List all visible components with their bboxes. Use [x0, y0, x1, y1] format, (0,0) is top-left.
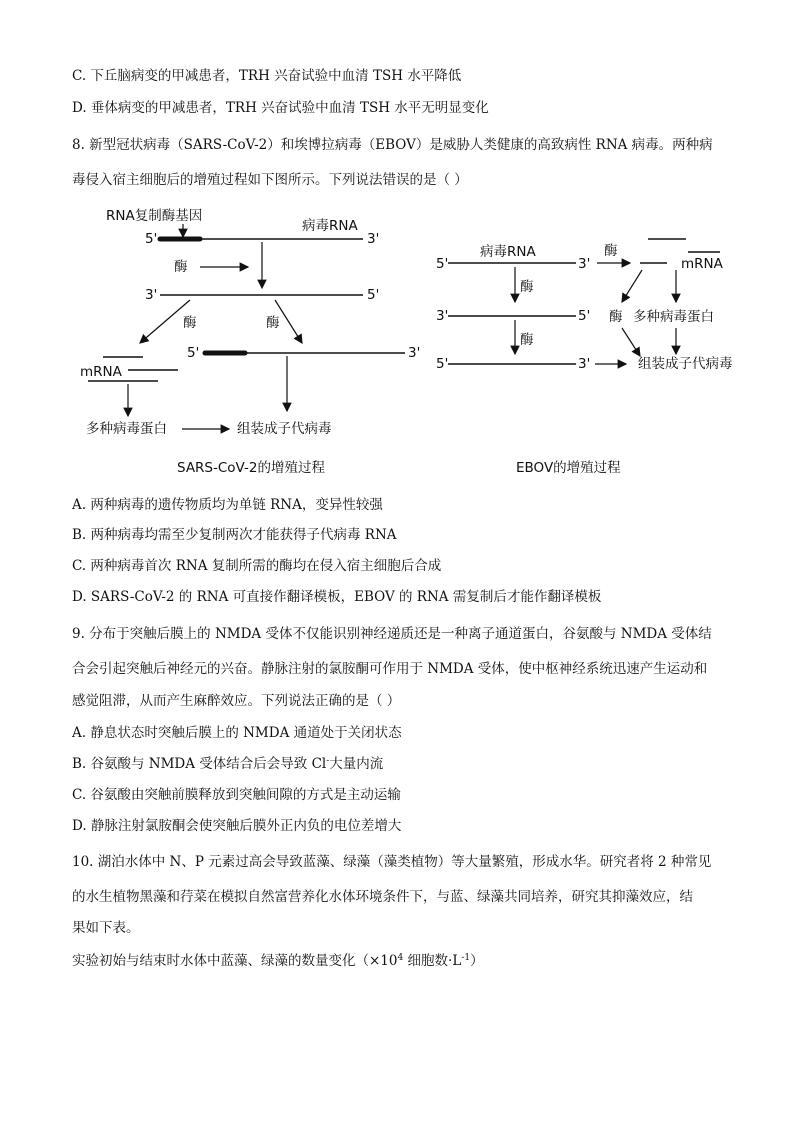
left-figure-caption: SARS-CoV-2的增殖过程	[177, 460, 325, 476]
left-label-5p-mid: 5'	[367, 287, 380, 303]
q8-stem-line2: 毒侵入宿主细胞后的增殖过程如下图所示。下列说法错误的是（ ）	[72, 172, 468, 188]
q10-table-caption	[72, 951, 484, 971]
q8-option-b: B. 两种病毒均需至少复制两次才能获得子代病毒 RNA	[72, 527, 397, 543]
right-mrna-to-enzyme-arrow	[622, 270, 642, 302]
left-label-3p-new: 3'	[408, 345, 421, 361]
right-label-viral-rna: 病毒RNA	[480, 244, 536, 260]
right-label-enzyme-4: 酶	[520, 332, 534, 348]
q7-option-d: D. 垂体病变的甲减患者，TRH 兴奋试验中血清 TSH 水平无明显变化	[72, 100, 489, 116]
right-figure-caption: EBOV的增殖过程	[516, 460, 621, 476]
left-label-replicase-gene: RNA复制酶基因	[106, 208, 203, 224]
right-enzyme-to-assembly-arrow	[622, 328, 640, 356]
right-label-5p-mid: 5'	[578, 308, 591, 324]
q9-stem-line1: 9. 分布于突触后膜上的 NMDA 受体不仅能识别神经递质还是一种离子通道蛋白，谷氨酸与 NMDA 受体结	[72, 626, 712, 642]
q10-caption-pre: 实验初始与结束时水体中蓝藻、绿藻的数量变化（×10	[72, 953, 398, 969]
right-label-enzyme-2: 酶	[520, 279, 534, 295]
q7-option-c: C. 下丘脑病变的甲减患者，TRH 兴奋试验中血清 TSH 水平降低	[72, 68, 462, 84]
q9-option-b-pre: B. 谷氨酸与 NMDA 受体结合后会导致 Cl	[72, 756, 327, 772]
q9-option-c: C. 谷氨酸由突触前膜释放到突触间隙的方式是主动运输	[72, 787, 401, 803]
right-label-mrna: mRNA	[681, 256, 723, 272]
q9-stem-line3: 感觉阻滞，从而产生麻醉效应。下列说法正确的是（ ）	[72, 693, 401, 709]
left-label-3p-mid: 3'	[145, 287, 158, 303]
q10-stem-line3: 果如下表。	[72, 920, 140, 936]
q8-stem-line1: 8. 新型冠状病毒（SARS-CoV-2）和埃博拉病毒（EBOV）是威胁人类健康的高致病性 RNA 病毒。两种病	[72, 137, 713, 153]
q10-caption-post: ）	[470, 953, 484, 969]
q8-option-d: D. SARS-CoV-2 的 RNA 可直接作翻译模板，EBOV 的 RNA 需复制后才能作翻译模板	[72, 589, 602, 605]
q10-stem-line2: 的水生植物黑藻和荇菜在模拟自然富营养化水体环境条件下，与蓝、绿藻共同培养，研究其抑藻效应，结	[72, 889, 693, 905]
right-label-5p-top: 5'	[436, 256, 449, 272]
left-label-enzyme-2: 酶	[183, 315, 197, 331]
left-label-mrna: mRNA	[80, 364, 122, 380]
left-label-enzyme-3: 酶	[266, 315, 280, 331]
q10-caption-sup1: 4	[397, 953, 404, 963]
q10-stem-line1: 10. 湖泊水体中 N、P 元素过高会导致蓝藻、绿藻（藻类植物）等大量繁殖，形成水华。研究者将 2 种常见	[72, 854, 712, 870]
right-label-enzyme-3: 酶	[609, 309, 623, 325]
right-label-3p-top: 3'	[578, 256, 591, 272]
q9-option-d: D. 静脉注射氯胺酮会使突触后膜外正内负的电位差增大	[72, 818, 402, 834]
q10-caption-mid: 细胞数·L	[403, 953, 462, 969]
q9-option-b-post: 大量内流	[329, 756, 384, 772]
right-label-assemble: 组装成子代病毒	[638, 356, 733, 372]
q9-stem-line2: 合会引起突触后神经元的兴奋。静脉注射的氯胺酮可作用于 NMDA 受体，使中枢神经系统迅速产生运动和	[72, 661, 708, 677]
left-label-5p-top: 5'	[145, 231, 158, 247]
q9-option-b-sup: -	[326, 756, 330, 766]
right-label-3p-mid: 3'	[436, 308, 449, 324]
left-label-proteins: 多种病毒蛋白	[86, 421, 167, 437]
q8-option-a: A. 两种病毒的遗传物质均为单链 RNA，变异性较强	[72, 497, 383, 513]
left-label-5p-new: 5'	[187, 345, 200, 361]
right-label-3p-bottom: 3'	[578, 356, 591, 372]
left-label-enzyme-1: 酶	[174, 259, 188, 275]
left-label-assemble: 组装成子代病毒	[237, 421, 332, 437]
q10-caption-sup2: -1	[461, 953, 471, 963]
right-label-enzyme-1: 酶	[604, 243, 618, 259]
q8-option-c: C. 两种病毒首次 RNA 复制所需的酶均在侵入宿主细胞后合成	[72, 558, 442, 574]
q9-option-b	[72, 754, 383, 774]
right-label-proteins: 多种病毒蛋白	[633, 309, 714, 325]
left-label-viral-rna: 病毒RNA	[302, 218, 358, 234]
sars-cov-2-diagram	[0, 0, 794, 480]
left-label-3p-top: 3'	[367, 231, 380, 247]
q9-option-a: A. 静息状态时突触后膜上的 NMDA 通道处于关闭状态	[72, 725, 402, 741]
right-label-5p-bottom: 5'	[436, 356, 449, 372]
